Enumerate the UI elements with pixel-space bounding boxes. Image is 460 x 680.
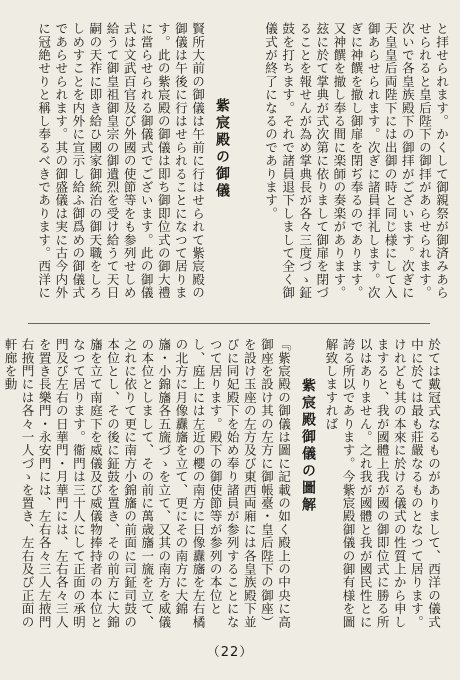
section-heading-diagram: 紫宸殿御儀の圖解	[300, 378, 316, 514]
section-divider	[28, 323, 430, 324]
lower-paragraph-diagram: 『紫宸殿の御儀は圖に記載の如く殿上の中央に高御座を設け其の左方に御帳臺・皇后陛下の御座）を設け玉座の左方及び東西両廂には各皇族殿下並びに同妃殿下を始め奉り諸員が参列することになつて居ります。殿下の御使節等が参列の本位とし、庭上には左近の櫻の南方に日像纛旛を左右橘の北方に月像纛旛を立て、更にその南方に大錦旛・小錦旛各五旒づゝを立て、又其の南方を威儀の本位としまして、その前に萬歳旛一旒を立て、之れに依りて更に南方小錦旛の前面に司鉦司鼓の本位とし、その後に鉦鼓を置き、その前方に大錦旛を立て南庭下を威儀及び威儀物捧持者の本位となつて居ります。衞門は三十人にして正面の承明門及び左右の日華門・月華門には、左右各々三人を置き長樂門・永安門には、左右各々三人左掖門右掖門には各々一人づゝを置き、左右及び正面の軒廊を動	[2, 338, 291, 629]
upper-paragraph-shishinden: 賢所大前の御儀は午前に行はせられて紫宸殿の御儀は午後に行はせられることになつて居ります。此の紫宸殿の御儀は即ち御即位式の御大禮に當らせられる御儀式でございます。此の御儀式は文武百官及び外國の使節等をも参列せしめ給うて御皇祖御皇宗の御遺烈を受け給うて天日嗣の天祚に即き給ひ國家御統治の御天職をしろしめすことを内外に宣示し給ふ御爲めの御儀式であらせられます。其の御盛儀は実に古今内外に冠絶せりと稱し奉るべきであります。西洋に	[36, 22, 205, 300]
upper-paragraph-closing: と拝せられます。かくして御親祭が御済みあらせられると皇后陛下の御拝があらせられます。次いで各皇族殿下の御拝がございます。次ぎに天皇皇后両陛下には出御の時と同じ様にして入御あらせられます。次ぎに諸員拝礼します。次ぎに神饌を撤し御扉を閉ぢ奉るのであります。又神饌を撤し奉る間に楽師の奏楽があります。玆に於て掌典が式次第に依りまして御扉を閉づることを報せんが為め掌典長が各々三度づゝ鉦鼓を打ちます。それで諸員退下しまして全く御儀式が終了になるのであります。	[263, 22, 449, 300]
section-heading-shishinden: 紫宸殿の御儀	[214, 98, 230, 200]
page-number: （22）	[206, 645, 254, 660]
lower-paragraph-intro: 於ては戴冠式なるものがありまして、西洋の儀式中に於ては最も莊嚴なるものとなつて居ります。けれども其の本來に於ける儀式の性質上から申しますると、我が國體上我が國の御即位式に勝る所以はありません。之れ我が國體と我が國民性とに誇る所以であります。今紫宸殿御儀の御有様を圖解致しますれば	[323, 338, 441, 629]
